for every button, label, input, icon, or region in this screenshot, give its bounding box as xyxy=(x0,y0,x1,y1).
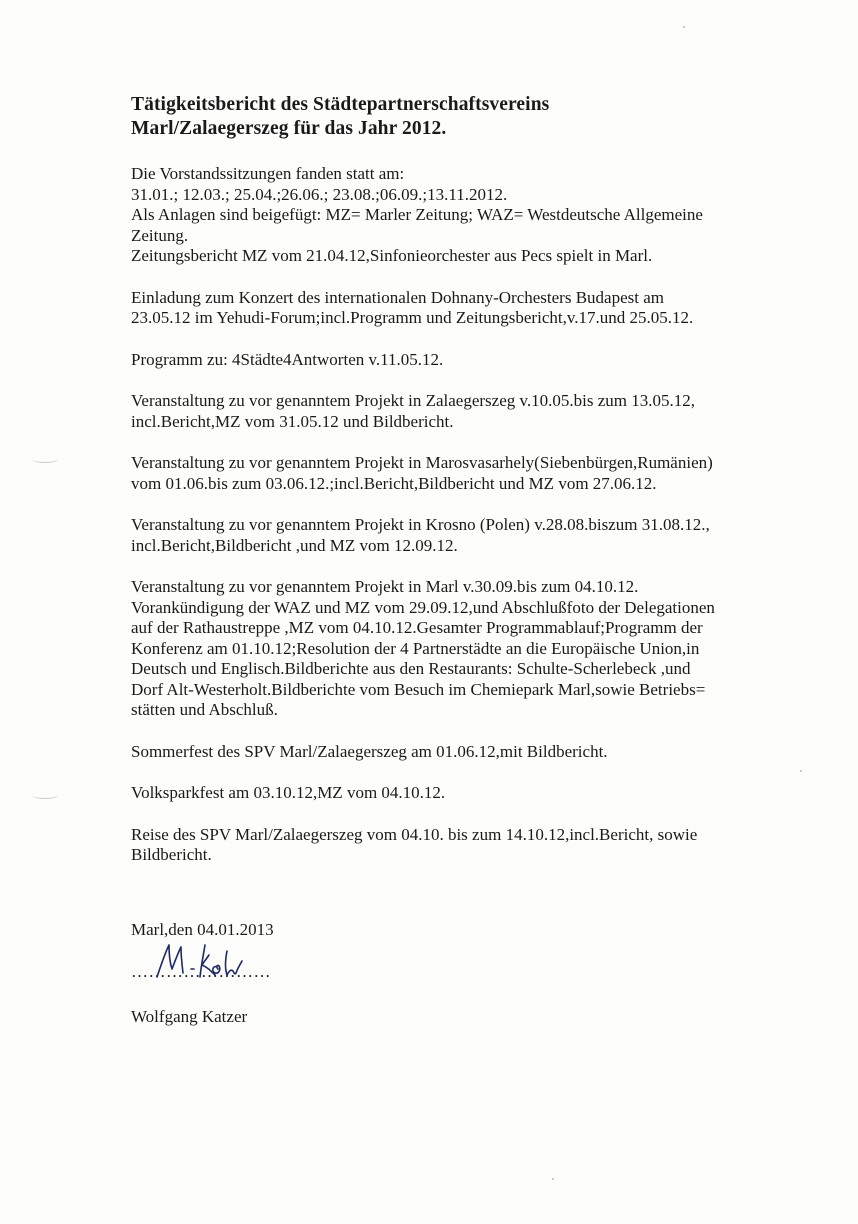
paragraph-line: incl.Bericht,Bildbericht ,und MZ vom 12.09.12. xyxy=(131,535,458,555)
margin-hole-mark xyxy=(32,456,58,463)
title-line: Marl/Zalaegerszeg für das Jahr 2012. xyxy=(131,118,447,139)
report-paragraph xyxy=(131,825,771,866)
title-line: Tätigkeitsbericht des Städtepartnerschaftsvereins xyxy=(131,94,550,115)
paragraph-line: Veranstaltung zu vor genanntem Projekt in Marl v.30.09.bis zum 04.10.12. xyxy=(131,577,639,596)
paragraph-line: Die Vorstandssitzungen fanden statt am: xyxy=(131,164,405,183)
paragraph-line: Veranstaltung zu vor genanntem Projekt in Zalaegerszeg v.10.05.bis zum 13.05.12, xyxy=(131,391,696,410)
paragraph-line: Dorf Alt-Westerholt.Bildberichte vom Besuch im Chemiepark Marl,sowie Betriebs= xyxy=(131,679,706,699)
report-paragraph xyxy=(131,783,771,804)
report-paragraph xyxy=(131,288,771,329)
paragraph-line: 23.05.12 im Yehudi-Forum;incl.Programm und Zeitungsbericht,v.17.und 25.05.12. xyxy=(131,308,694,327)
paragraph-line: Zeitungsbericht MZ vom 21.04.12,Sinfonieorchester aus Pecs spielt in Marl. xyxy=(131,246,653,265)
margin-hole-mark xyxy=(32,792,58,799)
paragraph-line: auf der Rathaustreppe ,MZ vom 04.10.12.Gesamter Programmablauf;Programm der xyxy=(131,618,703,637)
paragraph-line: Als Anlagen sind beigefügt: MZ= Marler Zeitung; WAZ= Westdeutsche Allgemeine xyxy=(131,205,703,224)
report-paragraph xyxy=(131,515,771,556)
paragraph-line: vom 01.06.bis zum 03.06.12.;incl.Bericht,Bildbericht und MZ vom 27.06.12. xyxy=(131,473,657,493)
report-paragraph xyxy=(131,391,771,432)
paragraph-line: Vorankündigung der WAZ und MZ vom 29.09.12,und Abschlußfoto der Delegationen xyxy=(131,597,715,617)
scan-speck xyxy=(800,770,802,772)
paragraph-line: Veranstaltung zu vor genanntem Projekt in Marosvasarhely(Siebenbürgen,Rumänien) xyxy=(131,453,713,472)
report-paragraph xyxy=(131,742,771,763)
paragraph-line: Konferenz am 01.10.12;Resolution der 4 Partnerstädte an die Europäische Union,in xyxy=(131,638,700,658)
paragraph-line: Sommerfest des SPV Marl/Zalaegerszeg am 01.06.12,mit Bildbericht. xyxy=(131,741,608,761)
report-paragraph xyxy=(131,350,771,371)
scan-speck xyxy=(683,26,685,28)
report-title xyxy=(131,93,771,141)
signer-name: Wolfgang Katzer xyxy=(131,1006,248,1026)
paragraph-line: Zeitung. xyxy=(131,225,189,245)
report-paragraph xyxy=(131,164,771,267)
handwritten-signature xyxy=(145,939,265,983)
paragraph-line: incl.Bericht,MZ vom 31.05.12 und Bildbericht. xyxy=(131,411,454,431)
paragraph-line: Programm zu: 4Städte4Antworten v.11.05.12. xyxy=(131,349,444,369)
paragraph-line: Bildbericht. xyxy=(131,845,212,864)
report-paragraph xyxy=(131,453,771,494)
paragraph-line: Volksparkfest am 03.10.12,MZ vom 04.10.12. xyxy=(131,783,446,802)
scan-speck xyxy=(552,1178,554,1180)
closing-block xyxy=(131,920,291,1027)
place-date: Marl,den 04.01.2013 xyxy=(131,920,274,939)
paragraph-line: Veranstaltung zu vor genanntem Projekt in Krosno (Polen) v.28.08.biszum 31.08.12., xyxy=(131,515,710,534)
paragraph-line: Reise des SPV Marl/Zalaegerszeg vom 04.10. bis zum 14.10.12,incl.Bericht, sowie xyxy=(131,824,698,844)
signature-dotted-line: …………………… xyxy=(131,962,271,981)
signature-area xyxy=(131,945,291,985)
report-body xyxy=(131,93,771,887)
paragraph-line: 31.01.; 12.03.; 25.04.;26.06.; 23.08.;06.09.;13.11.2012. xyxy=(131,184,508,204)
paragraph-line: Einladung zum Konzert des internationalen Dohnany-Orchesters Budapest am xyxy=(131,287,664,307)
report-paragraph xyxy=(131,577,771,721)
report-paragraphs xyxy=(131,164,771,866)
paragraph-line: Deutsch und Englisch.Bildberichte aus den Restaurants: Schulte-Scherlebeck ,und xyxy=(131,659,691,678)
paragraph-line: stätten und Abschluß. xyxy=(131,700,278,719)
